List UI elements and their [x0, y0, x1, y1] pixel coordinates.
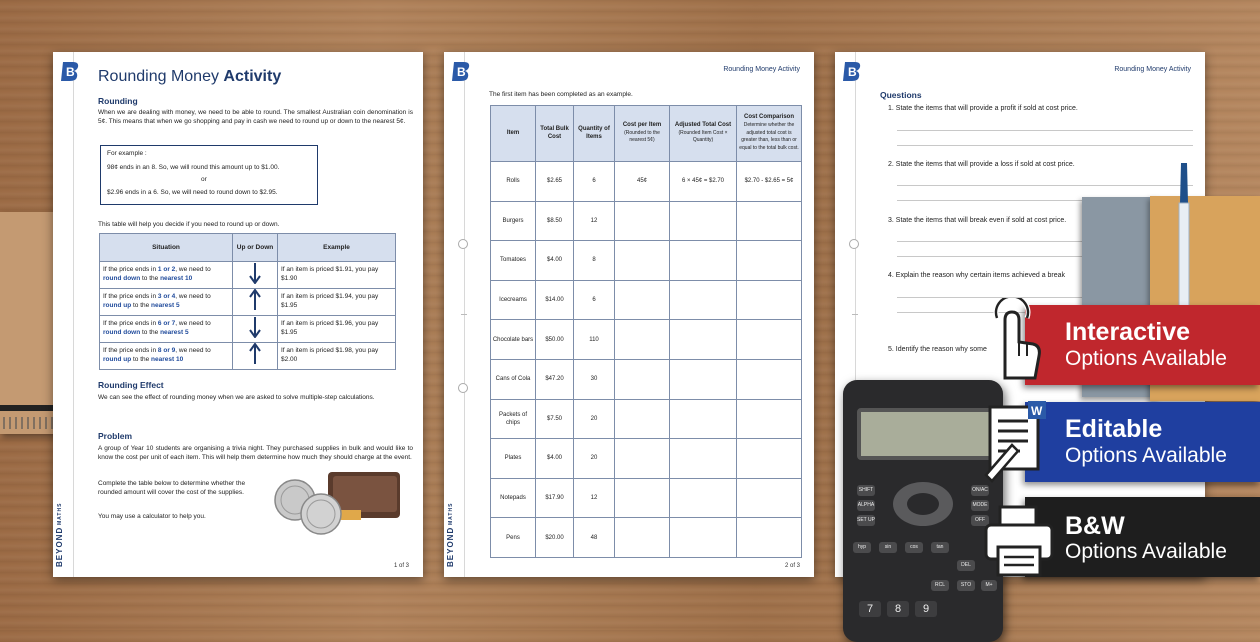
example-line-2: $2.96 ends in a 6. So, we will need to round down to $2.95. — [107, 189, 278, 196]
table-row: Plates $4.00 20 — [491, 439, 802, 479]
example-title: For example : — [107, 150, 147, 157]
col-up-down: Up or Down — [233, 234, 278, 262]
answer-cell[interactable] — [737, 241, 802, 281]
calc-key-shift: SHIFT — [857, 485, 875, 496]
fold-mark — [852, 314, 858, 315]
worksheet-page-2 — [444, 52, 814, 577]
svg-text:W: W — [1031, 404, 1043, 418]
table-row: Packets of chips $7.50 20 — [491, 399, 802, 439]
answer-cell[interactable] — [670, 241, 737, 281]
table-intro: This table will help you decide if you need to round up or down. — [98, 221, 280, 228]
rounding-table — [99, 233, 396, 370]
calc-key-cos: cos — [905, 542, 923, 553]
problem-heading: Problem — [98, 431, 133, 441]
page-number: 1 of 3 — [393, 563, 409, 569]
table-row: If the price ends in 1 or 2, we need to round down to the nearest 10 If an item is priced $1.91, you pay $1.90 — [100, 262, 396, 289]
example-line-1: 98¢ ends in an 8. So, we will round this amount up to $1.00. — [107, 164, 280, 171]
calculator-text: You may use a calculator to help you. — [98, 513, 206, 520]
calculator-screen — [857, 408, 997, 460]
answer-cell[interactable] — [670, 320, 737, 360]
table-row: Burgers $8.50 12 — [491, 201, 802, 241]
rounding-text: When we are dealing with money, we need to be able to round. The smallest Australian coin denomination is 5¢. This means that when we go shopping and pay in cash we need to round up or down to the nearest 5¢. — [98, 109, 413, 126]
coins-wallet-icon — [273, 470, 403, 540]
page-header: Rounding Money Activity — [1114, 66, 1191, 73]
word-document-icon — [980, 395, 1058, 487]
interactive-badge[interactable] — [1025, 305, 1260, 385]
effect-text: We can see the effect of rounding money when we are asked to solve multiple-step calculations. — [98, 394, 375, 401]
answer-cell[interactable] — [737, 320, 802, 360]
side-brand: BEYONDMATHS — [446, 502, 455, 567]
answer-cell[interactable] — [670, 399, 737, 439]
calc-key-sin: sin — [879, 542, 897, 553]
table-row: Cans of Cola $47.20 30 — [491, 359, 802, 399]
col-situation: Situation — [100, 234, 233, 262]
bw-badge[interactable] — [1025, 497, 1260, 577]
calc-key-sto: STO — [957, 580, 975, 591]
question-3: 3. State the items that will break even if sold at cost price. — [888, 217, 1067, 224]
rounding-heading: Rounding — [98, 96, 138, 106]
svg-text:B: B — [457, 65, 466, 79]
calc-key-hyp: hyp — [853, 542, 871, 553]
punch-hole — [458, 383, 468, 393]
col-quantity: Quantity of Items — [574, 106, 615, 162]
answer-cell[interactable] — [737, 201, 802, 241]
beyond-logo-icon — [841, 60, 863, 82]
worksheet-page-1 — [53, 52, 423, 577]
answer-cell[interactable] — [615, 399, 670, 439]
table-intro: The first item has been completed as an example. — [489, 91, 633, 98]
col-cost-comparison: Cost Comparison Determine whether the adjusted total cost is greater than, less than or equal to the total bulk cost. — [737, 106, 802, 162]
page-header: Rounding Money Activity — [723, 66, 800, 73]
cost-table — [490, 105, 802, 558]
touch-hand-icon — [975, 298, 1053, 390]
answer-cell[interactable] — [737, 518, 802, 558]
calc-key-setup: SET UP — [857, 515, 875, 526]
punch-hole — [458, 239, 468, 249]
printer-icon — [980, 497, 1058, 589]
answer-cell[interactable] — [615, 439, 670, 479]
table-row: If the price ends in 3 or 4, we need to round up to the nearest 5 If an item is priced $1.94, you pay $1.95 — [100, 289, 396, 316]
col-cost-per-item: Cost per Item (Rounded to the nearest 5¢) — [615, 106, 670, 162]
badge-subtitle: Options Available — [1065, 347, 1227, 370]
calc-key-rcl: RCL — [931, 580, 949, 591]
arrow-down-icon — [248, 316, 262, 338]
answer-cell[interactable] — [670, 478, 737, 518]
problem-text: A group of Year 10 students are organising a trivia night. They purchased supplies in bulk and would like to know the cost per unit of each item. This will help them determine how much they should charge at the event. — [98, 445, 413, 462]
badge-title: Interactive — [1065, 318, 1191, 346]
calc-key-alpha: ALPHA — [857, 500, 875, 511]
table-row: Icecreams $14.00 6 — [491, 280, 802, 320]
example-box — [100, 145, 318, 205]
answer-cell[interactable] — [615, 359, 670, 399]
calc-key-mode: MODE — [971, 500, 989, 511]
answer-cell[interactable] — [615, 478, 670, 518]
answer-cell[interactable] — [615, 201, 670, 241]
answer-cell[interactable] — [615, 280, 670, 320]
pen-icon — [1175, 163, 1193, 323]
effect-heading: Rounding Effect — [98, 380, 164, 390]
answer-cell[interactable] — [615, 518, 670, 558]
badge-title: Editable — [1065, 415, 1163, 443]
col-example: Example — [278, 234, 396, 262]
questions-heading: Questions — [880, 90, 922, 100]
calc-key-on: ON/AC — [971, 485, 989, 496]
question-5: 5. Identify the reason why some — [888, 346, 987, 353]
table-row: Rolls $2.65 6 45¢ 6 × 45¢ = $2.70 $2.70 - $2.65 = 5¢ — [491, 162, 802, 202]
margin-line — [73, 52, 74, 577]
beyond-logo-icon — [59, 60, 81, 82]
calculator — [843, 380, 1003, 642]
svg-text:B: B — [66, 65, 75, 79]
answer-cell[interactable] — [670, 439, 737, 479]
answer-cell[interactable] — [615, 241, 670, 281]
answer-cell[interactable] — [615, 320, 670, 360]
calc-key-7: 7 — [859, 601, 881, 617]
svg-text:B: B — [848, 65, 857, 79]
badge-title: B&W — [1065, 512, 1125, 540]
table-row: Chocolate bars $50.00 110 — [491, 320, 802, 360]
question-2: 2. State the items that will provide a loss if sold at cost price. — [888, 161, 1075, 168]
beyond-logo-icon — [450, 60, 472, 82]
answer-cell[interactable] — [737, 478, 802, 518]
calc-key-mplus: M+ — [981, 580, 997, 591]
col-item: Item — [491, 106, 536, 162]
table-row: If the price ends in 8 or 9, we need to round up to the nearest 10 If an item is priced $1.98, you pay $2.00 — [100, 343, 396, 370]
arrow-down-icon — [248, 262, 262, 284]
calc-key-tan: tan — [931, 542, 949, 553]
table-row: Notepads $17.90 12 — [491, 478, 802, 518]
col-adjusted-total: Adjusted Total Cost (Rounded Item Cost × Quantity) — [670, 106, 737, 162]
side-brand: BEYONDMATHS — [55, 502, 64, 567]
table-row: Pens $20.00 48 — [491, 518, 802, 558]
complete-text: Complete the table below to determine whether the rounded amount will cover the cost of the supplies. — [98, 480, 246, 497]
calc-key-8: 8 — [887, 601, 909, 617]
answer-line[interactable] — [897, 145, 1193, 146]
fold-mark — [461, 314, 467, 315]
badge-subtitle: Options Available — [1065, 540, 1227, 563]
answer-cell[interactable] — [670, 359, 737, 399]
answer-cell[interactable] — [737, 399, 802, 439]
dpad-icon — [891, 480, 955, 528]
arrow-up-icon — [248, 343, 262, 365]
page-number: 2 of 3 — [784, 563, 800, 569]
arrow-up-icon — [248, 289, 262, 311]
answer-cell[interactable] — [737, 359, 802, 399]
punch-hole — [849, 239, 859, 249]
question-1: 1. State the items that will provide a profit if sold at cost price. — [888, 105, 1078, 112]
table-row: Tomatoes $4.00 8 — [491, 241, 802, 281]
table-row: If the price ends in 6 or 7, we need to round down to the nearest 5 If an item is priced $1.96, you pay $1.95 — [100, 316, 396, 343]
answer-cell[interactable] — [670, 518, 737, 558]
calc-key-del: DEL — [957, 560, 975, 571]
answer-cell[interactable] — [737, 439, 802, 479]
badge-subtitle: Options Available — [1065, 444, 1227, 467]
answer-cell[interactable] — [737, 280, 802, 320]
answer-line[interactable] — [897, 185, 1193, 186]
editable-badge[interactable] — [1025, 402, 1260, 482]
col-total-bulk-cost: Total Bulk Cost — [536, 106, 574, 162]
example-or: or — [201, 176, 207, 183]
calc-key-off: OFF — [971, 515, 989, 526]
page-title: Rounding Money Activity — [98, 68, 282, 85]
question-4: 4. Explain the reason why certain items achieved a break — [888, 272, 1066, 279]
answer-cell[interactable] — [670, 201, 737, 241]
answer-cell[interactable] — [670, 280, 737, 320]
calc-key-9: 9 — [915, 601, 937, 617]
answer-line[interactable] — [897, 130, 1193, 131]
